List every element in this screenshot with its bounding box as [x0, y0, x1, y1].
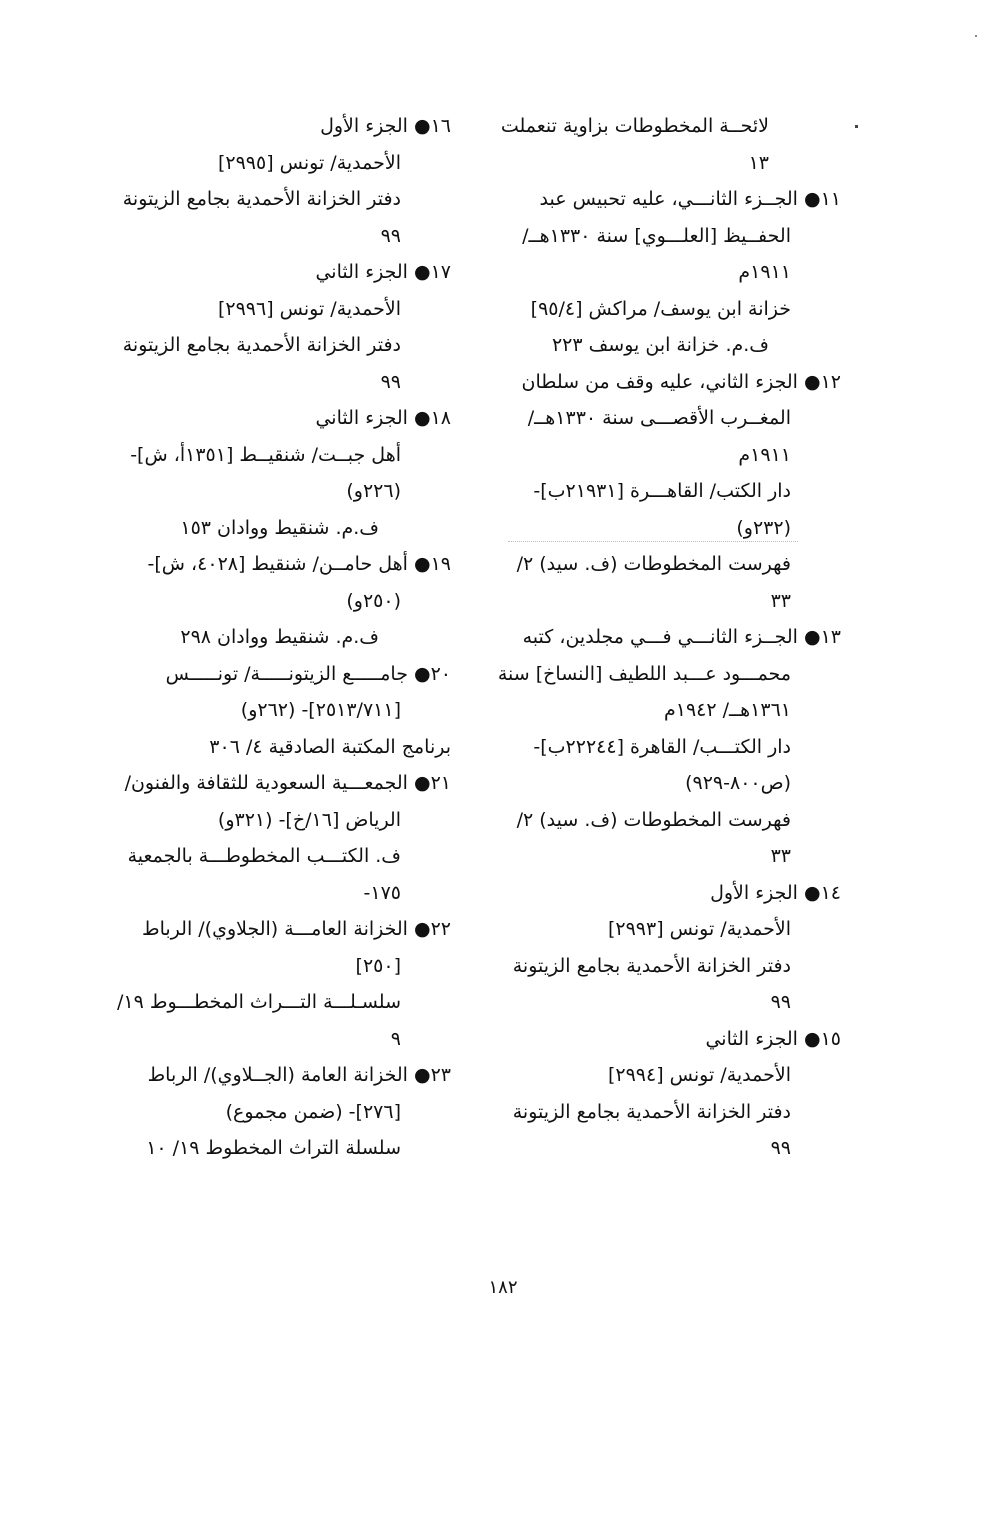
entry-heading-line: ١٨● الجزء الثاني — [315, 407, 451, 429]
entry-heading-line: ٢٠● جامـــــع الزيتونـــــة/ تونـــــس — [165, 662, 451, 685]
entry-detail-line: ١٩١١م — [738, 261, 791, 283]
manuscript-entry — [106, 108, 451, 254]
entry-detail-line: ف. الكتـــب المخطوطـــة بالجمعية — [127, 845, 401, 867]
entry-detail-line: الأحمدية/ تونس [٢٩٩٦] — [217, 297, 401, 320]
entry-detail-line: خزانة ابن يوسف/ مراكش [٩٥/٤] — [530, 297, 791, 320]
page-number: ١٨٢ — [488, 1277, 518, 1298]
entry-detail-line: ٩٩ — [770, 991, 791, 1013]
entry-detail-line: ١٣ — [748, 151, 769, 174]
entry-heading-line: ١٤● الجزء الأول — [710, 881, 841, 904]
entry-detail-line: فهرست المخطوطات (ف. سيد) ٢/ — [516, 808, 791, 831]
entry-heading-line: ٢٢● الخزانة العامـــة (الجلاوي)/ الرباط — [142, 918, 451, 940]
scan-speck — [975, 35, 977, 37]
entry-detail-line: محمـــود عـــبد اللطيف [النساخ] سنة — [497, 662, 791, 685]
margin-mark — [855, 125, 858, 128]
entry-detail-line: دفتر الخزانة الأحمدية بجامع الزيتونة — [512, 1100, 791, 1123]
manuscript-entry — [501, 181, 841, 364]
entry-detail-line: ٩٩ — [380, 370, 401, 393]
entry-detail-line: الرياض [١٦/خ]- (٣٢١و) — [217, 808, 401, 831]
entry-heading-line: ١٢● الجزء الثاني، عليه وقف من سلطان — [521, 370, 841, 393]
entry-detail-line: المغــرب الأقصـــى سنة ١٣٣٠هــ/ — [527, 407, 791, 429]
entry-detail-line: دار الكتـــب/ القاهرة [٢٢٢٤٤ب]- — [533, 735, 791, 758]
manuscript-entry — [106, 1057, 451, 1167]
manuscript-entry — [106, 911, 451, 1057]
entry-detail-line: ف.م. شنقيط ووادان ١٥٣ — [180, 516, 379, 539]
entry-detail-line: (٢٢٦و) — [346, 480, 401, 502]
manuscript-entry — [501, 364, 841, 620]
entry-detail-line: دفتر الخزانة الأحمدية بجامع الزيتونة — [122, 188, 401, 210]
entry-heading-line: ١٦● الجزء الأول — [320, 115, 451, 137]
left-column — [106, 108, 451, 1167]
entry-heading-line: ١٧● الجزء الثاني — [315, 261, 451, 283]
manuscript-entry — [106, 254, 451, 400]
entry-detail-line: (٢٥٠و) — [346, 589, 401, 612]
entry-detail-line: الحفــيظ [العلـــوي] سنة ١٣٣٠هــ/ — [522, 224, 791, 247]
entry-detail-line: برنامج المكتبة الصادقية ٤/ ٣٠٦ — [209, 735, 451, 758]
right-column — [497, 108, 841, 1167]
entry-detail-line: دار الكتب/ القاهـــرة [٢١٩٣١ب]- — [533, 480, 791, 502]
entry-detail-line: ١٧٥- — [363, 881, 401, 904]
entry-heading-line: لائحــة المخطوطات بزاوية تنعملت — [500, 115, 769, 137]
entry-detail-line: أهل جبــت/ شنقيــط [١٣٥١أ، ش]- — [130, 443, 401, 466]
entry-heading-line: ١٣● الجــزء الثانـــي فـــي مجلدين، كتبه — [522, 626, 841, 648]
manuscript-entry — [501, 1021, 841, 1167]
entry-detail-line: ٩٩ — [380, 224, 401, 247]
entry-heading-line: ٢١● الجمعـــية السعودية للثقافة والفنون/ — [124, 772, 451, 794]
manuscript-entry — [501, 875, 841, 1021]
entry-detail-line: [٢٥٠] — [355, 954, 401, 977]
manuscript-entry — [106, 400, 451, 546]
manuscript-entry — [106, 765, 451, 911]
entry-detail-line: ٩ — [390, 1027, 401, 1050]
entry-detail-line: [٢٥١٣/٧١١]- (٢٦٢و) — [240, 699, 401, 721]
entry-detail-line: دفتر الخزانة الأحمدية بجامع الزيتونة — [122, 334, 401, 356]
entry-detail-line: (٢٣٢و) — [736, 516, 791, 539]
entry-detail-line: سلسـلـــة التـــراث المخطـــوط ١٩/ — [117, 991, 401, 1013]
entry-detail-line: [٢٧٦]- (ضمن مجموع) — [225, 1100, 401, 1123]
manuscript-entry — [501, 108, 841, 181]
entry-detail-line: دفتر الخزانة الأحمدية بجامع الزيتونة — [512, 954, 791, 977]
entry-detail-line: الأحمدية/ تونس [٢٩٩٥] — [217, 151, 401, 174]
manuscript-entry — [497, 619, 841, 875]
entry-detail-line: ١٩١١م — [738, 443, 791, 466]
entry-detail-line: ف.م. شنقيط ووادان ٢٩٨ — [180, 626, 379, 648]
entry-detail-line: ٣٣ — [770, 845, 791, 867]
entry-detail-line: ١٣٦١هــ/ ١٩٤٢م — [663, 699, 791, 721]
entry-detail-line: الأحمدية/ تونس [٢٩٩٣] — [607, 918, 791, 940]
entry-detail-line: فهرست المخطوطات (ف. سيد) ٢/ — [516, 553, 791, 575]
entry-heading-line: ١١● الجــزء الثانـــي، عليه تحبيس عبد — [539, 188, 841, 210]
entry-heading-line: ١٩● أهل حامــن/ شنقيط [٤٠٢٨، ش]- — [147, 553, 451, 575]
entry-detail-line: الأحمدية/ تونس [٢٩٩٤] — [607, 1064, 791, 1086]
entry-detail-line: ٩٩ — [770, 1137, 791, 1159]
entry-detail-line: ٣٣ — [770, 589, 791, 612]
entry-detail-line: سلسلة التراث المخطوط ١٩/ ١٠ — [146, 1137, 401, 1159]
manuscript-entry — [106, 656, 451, 766]
entry-detail-line: (ص٨٠٠-٩٢٩) — [685, 772, 791, 794]
entry-detail-line: ف.م. خزانة ابن يوسف ٢٢٣ — [551, 334, 769, 356]
entry-heading-line: ٢٣● الخزانة العامة (الجــلاوي)/ الرباط — [147, 1064, 451, 1086]
entry-heading-line: ١٥● الجزء الثاني — [705, 1027, 841, 1050]
manuscript-entry — [106, 546, 451, 656]
